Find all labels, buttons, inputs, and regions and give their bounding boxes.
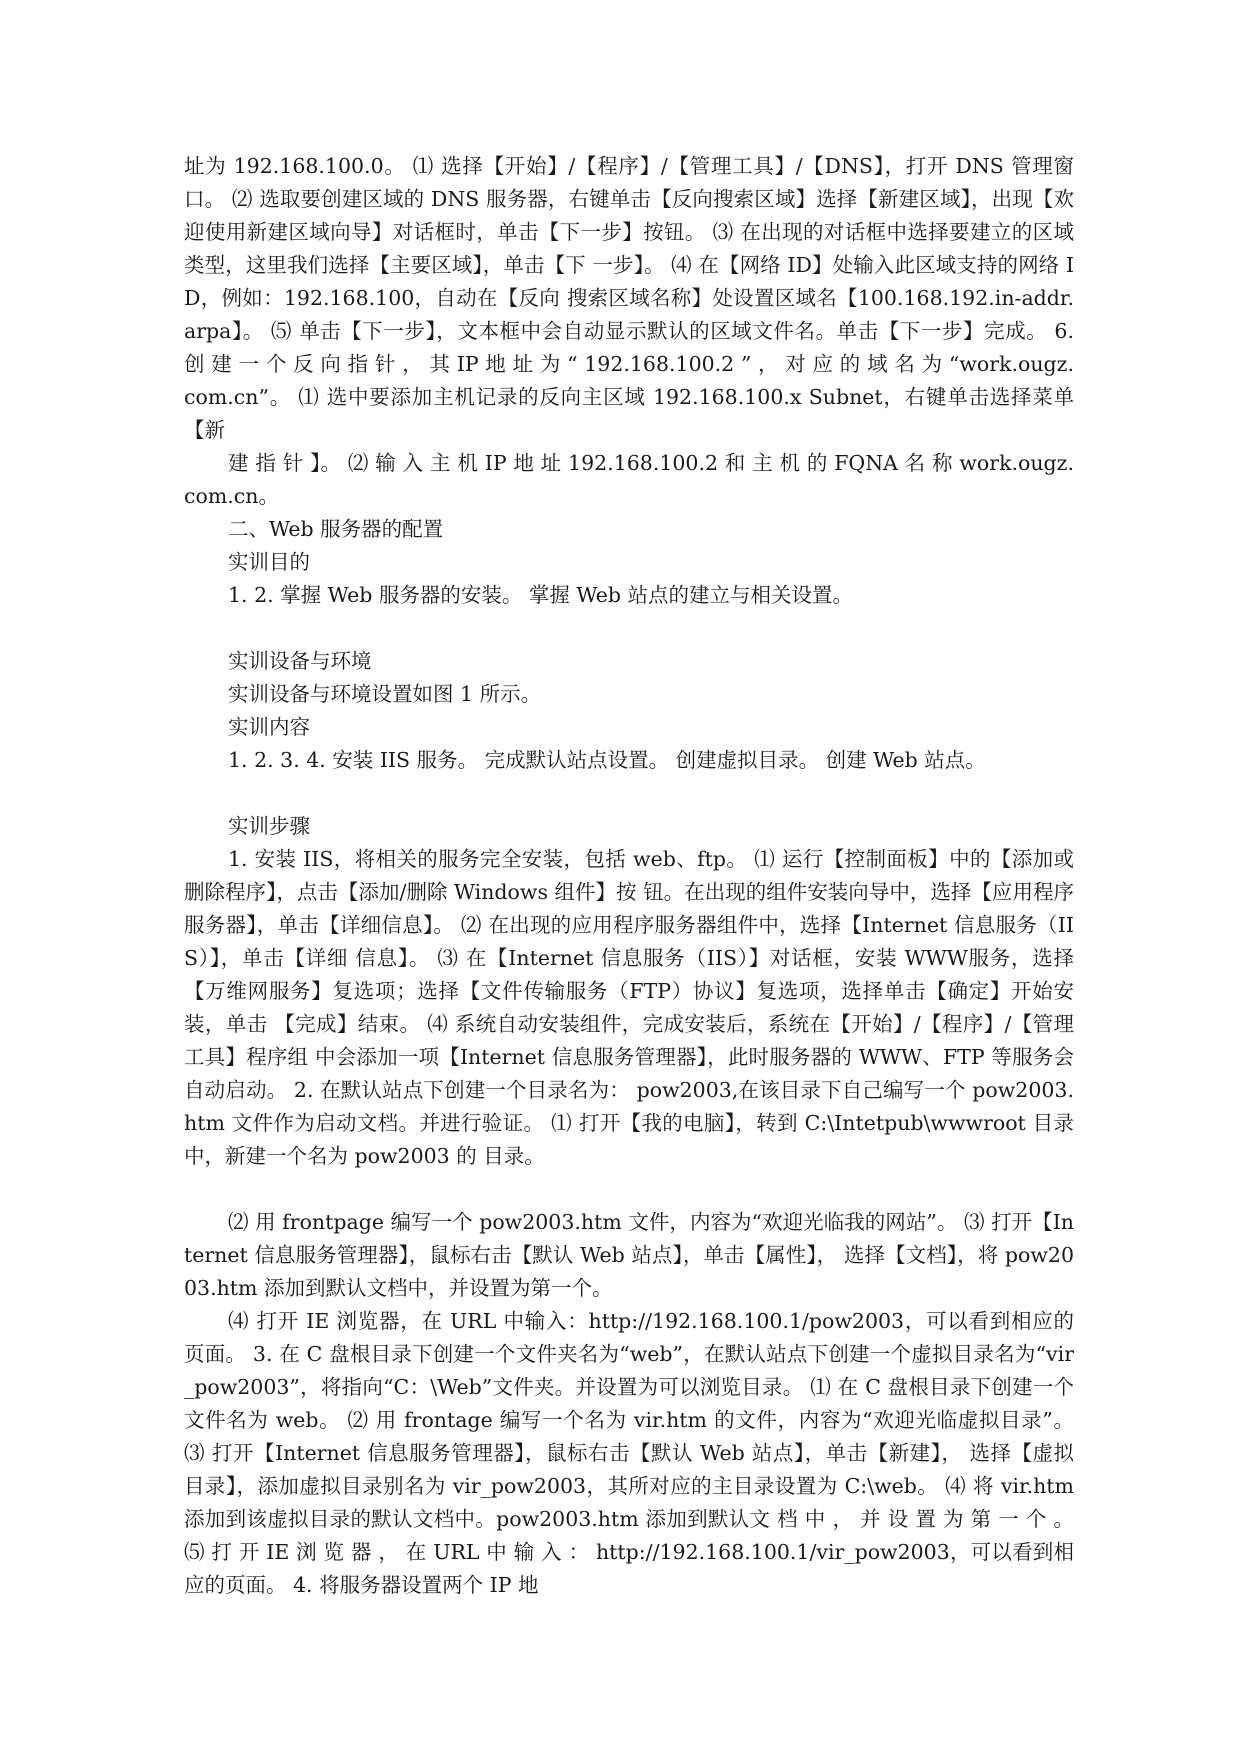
spacer — [184, 777, 1074, 810]
heading-training-goal: 实训目的 — [228, 550, 310, 574]
spacer — [184, 1173, 1074, 1206]
paragraph-training-goal: 1. 2. 掌握 Web 服务器的安装。 掌握 Web 站点的建立与相关设置。 — [228, 583, 854, 607]
section-heading-web-server: 二、Web 服务器的配置 — [228, 517, 444, 541]
paragraph-equipment: 实训设备与环境设置如图 1 所示。 — [228, 682, 542, 706]
paragraph-dns-reverse-zone: 址为 192.168.100.0。 ⑴ 选择【开始】/【程序】/【管理工具】/【DNS】，打开 DNS 管理窗口。 ⑵ 选取要创建区域的 DNS 服务器，右键单击【反向搜索区域】选择【新建区域】，出现【欢迎使用新建区域向导】对话框时，单击【下一步】按钮。 ⑶ 在出现的对话框中选择要建立的区域类型，这里我们选择【主要区域】，单击【下 一步】。 ⑷ 在【网络 ID】处输入此区域支持的网络 ID，例如：192.168.100，自动在【反向 搜索区域名称】处设置区域名【100.168.192.in-addr.arpa】。 ⑸ 单击【下一步】，文本框中会自动显示默认的区域文件名。单击【下一步】完成。 6. 创 建 一 个 反 向 指 针 ， 其 IP 地 址 为 “ 192.168.100.2 ” ， 对 应 的 域 名 为 “work.ougz.com.cn”。 ⑴ 选中要添加主机记录的反向主区域 192.168.100.x Subnet，右键单击选择菜单【新 — [184, 154, 1074, 442]
paragraph-training-content: 1. 2. 3. 4. 安装 IIS 服务。 完成默认站点设置。 创建虚拟目录。 创建 Web 站点。 — [228, 748, 986, 772]
heading-training-steps: 实训步骤 — [228, 814, 310, 838]
paragraph-new-pointer: 建 指 针 】。 ⑵ 输 入 主 机 IP 地 址 192.168.100.2 和 主 机 的 FQNA 名 称 work.ougz.com.cn。 — [184, 451, 1074, 508]
paragraph-frontpage-document: ⑵ 用 frontpage 编写一个 pow2003.htm 文件，内容为“欢迎光临我的网站”。 ⑶ 打开【Internet 信息服务管理器】，鼠标右击【默认 Web 站点】，单击【属性】， 选择【文档】，将 pow2003.htm 添加到默认文档中，并设置为第一个。 — [184, 1210, 1074, 1300]
heading-equipment: 实训设备与环境 — [228, 649, 372, 673]
paragraph-virtual-directory: ⑷ 打开 IE 浏览器，在 URL 中输入：http://192.168.100.1/pow2003，可以看到相应的 页面。 3. 在 C 盘根目录下创建一个文件夹名为“web”，在默认站点下创建一个虚拟目录名为“vir_pow2003”，将指向“C：\Web”文件夹。并设置为可以浏览目录。 ⑴ 在 C 盘根目录下创建一个文件名为 web。 ⑵ 用 frontage 编写一个名为 vir.htm 的文件，内容为“欢迎光临虚拟目录”。 ⑶ 打开【Internet 信息服务管理器】，鼠标右击【默认 Web 站点】，单击【新建】， 选择【虚拟目录】，添加虚拟目录别名为 vir_pow2003，其所对应的主目录设置为 C:\web。 ⑷ 将 vir.htm 添加到该虚拟目录的默认文档中。pow2003.htm 添加到默认文 档 中 ， 并 设 置 为 第 一 个 。 ⑸ 打 开 IE 浏 览 器 ， 在 URL 中 输 入 ： http://192.168.100.1/vir_pow2003，可以看到相 应的页面。 4. 将服务器设置两个 IP 地 — [184, 1309, 1074, 1597]
document-body — [184, 150, 1074, 1602]
spacer — [184, 612, 1074, 645]
heading-training-content: 实训内容 — [228, 715, 310, 739]
paragraph-install-iis: 1. 安装 IIS，将相关的服务完全安装，包括 web、ftp。 ⑴ 运行【控制面板】中的【添加或删除程序】，点击【添加/删除 Windows 组件】按 钮。在出现的组件安装向导中，选择【应用程序服务器】，单击【详细信息】。 ⑵ 在出现的应用程序服务器组件中，选择【Internet 信息服务（IIS）】，单击【详细 信息】。 ⑶ 在【Internet 信息服务（IIS）】对话框，安装 WWW服务，选择【万维网服务】复选项；选择【文件传输服务（FTP）协议】复选项，选择单击【确定】开始安装，单击 【完成】结束。 ⑷ 系统自动安装组件，完成安装后，系统在【开始】/【程序】/【管理工具】程序组 中会添加一项【Internet 信息服务管理器】，此时服务器的 WWW、FTP 等服务会自动启动。 2. 在默认站点下创建一个目录名为： pow2003,在该目录下自己编写一个 pow2003.htm 文件作为启动文档。并进行验证。 ⑴ 打开【我的电脑】，转到 C:\Intetpub\wwwroot 目录中，新建一个名为 pow2003 的 目录。 — [184, 847, 1074, 1168]
